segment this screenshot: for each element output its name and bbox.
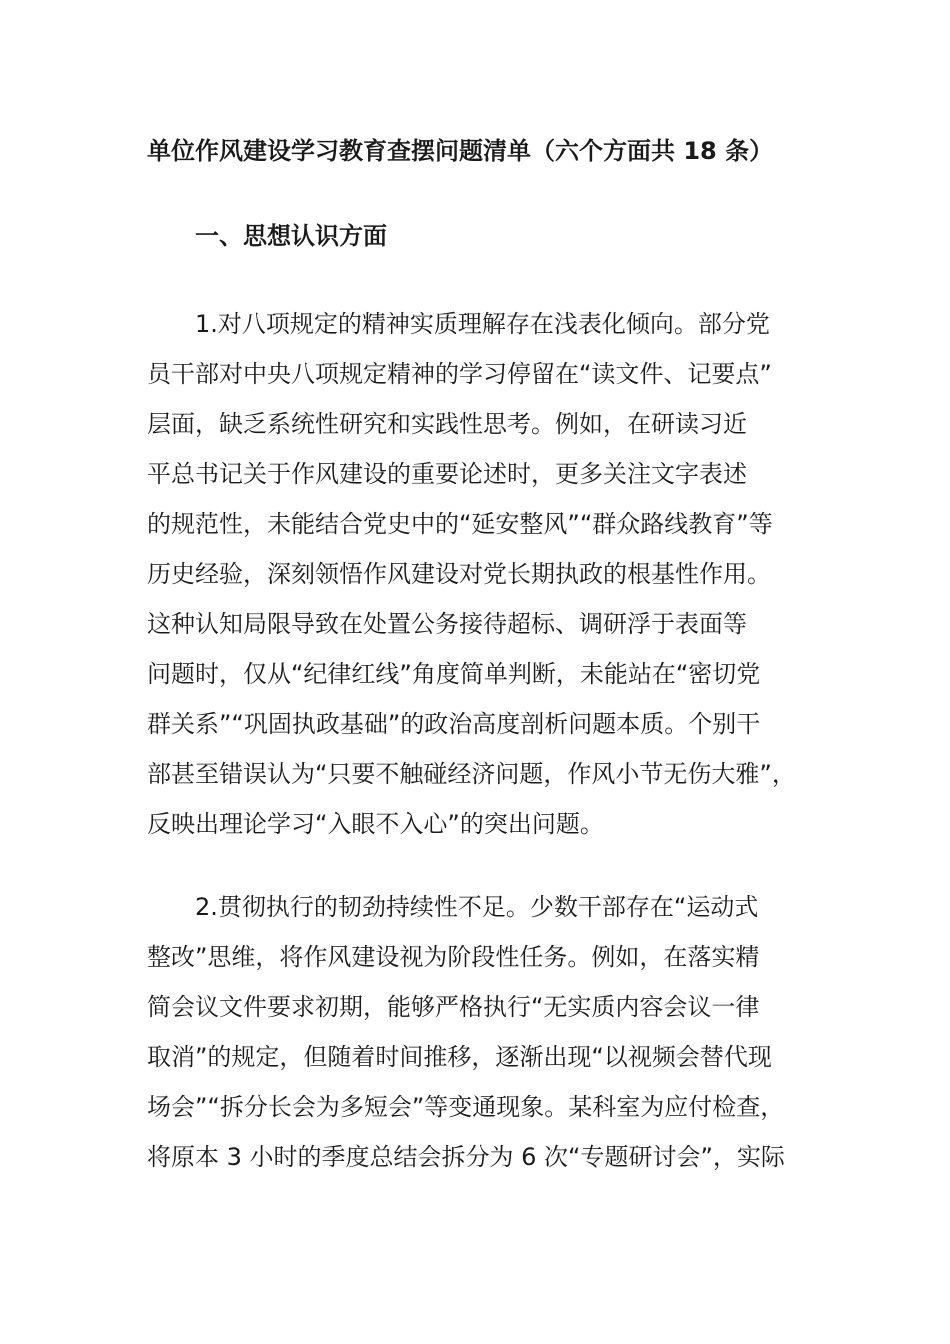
paragraph-item-2: [147, 882, 837, 1182]
document-title: 单位作风建设学习教育查摆问题清单（六个方面共 18 条）: [147, 137, 774, 165]
paragraph-line: 问题时，仅从“纪律红线”角度简单判断，未能站在“密切党: [147, 660, 761, 688]
paragraph-line: 将原本 3 小时的季度总结会拆分为 6 次“专题研讨会”，实际: [147, 1143, 785, 1171]
paragraph-line: 员干部对中央八项规定精神的学习停留在“读文件、记要点”: [147, 360, 772, 388]
paragraph-line: 的规范性，未能结合党史中的“延安整风”“群众路线教育”等: [147, 510, 773, 538]
paragraph-line: 整改”思维，将作风建设视为阶段性任务。例如，在落实精: [147, 943, 760, 971]
paragraph-line: 部甚至错误认为“只要不触碰经济问题，作风小节无伤大雅”，: [147, 760, 796, 788]
paragraph-line: 简会议文件要求初期，能够严格执行“无实质内容会议一律: [147, 993, 760, 1021]
paragraph-line: 1.对八项规定的精神实质理解存在浅表化倾向。部分党: [195, 310, 770, 338]
paragraph-line: 反映出理论学习“入眼不入心”的突出问题。: [147, 810, 604, 838]
paragraph-line: 群关系”“巩固执政基础”的政治高度剖析问题本质。个别干: [147, 710, 761, 738]
paragraph-line: 层面，缺乏系统性研究和实践性思考。例如，在研读习近: [147, 410, 747, 438]
paragraph-line: 这种认知局限导致在处置公务接待超标、调研浮于表面等: [147, 610, 747, 638]
paragraph-line: 场会”“拆分长会为多短会”等变通现象。某科室为应付检查，: [147, 1093, 785, 1121]
paragraph-line: 2.贯彻执行的韧劲持续性不足。少数干部存在“运动式: [195, 893, 759, 921]
paragraph-item-1: [147, 299, 837, 849]
paragraph-line: 历史经验，深刻领悟作风建设对党长期执政的根基性作用。: [147, 560, 771, 588]
paragraph-line: 取消”的规定，但随着时间推移，逐渐出现“以视频会替代现: [147, 1043, 772, 1071]
paragraph-line: 平总书记关于作风建设的重要论述时，更多关注文字表述: [147, 460, 747, 488]
section-heading-thinking: 一、思想认识方面: [195, 222, 387, 250]
